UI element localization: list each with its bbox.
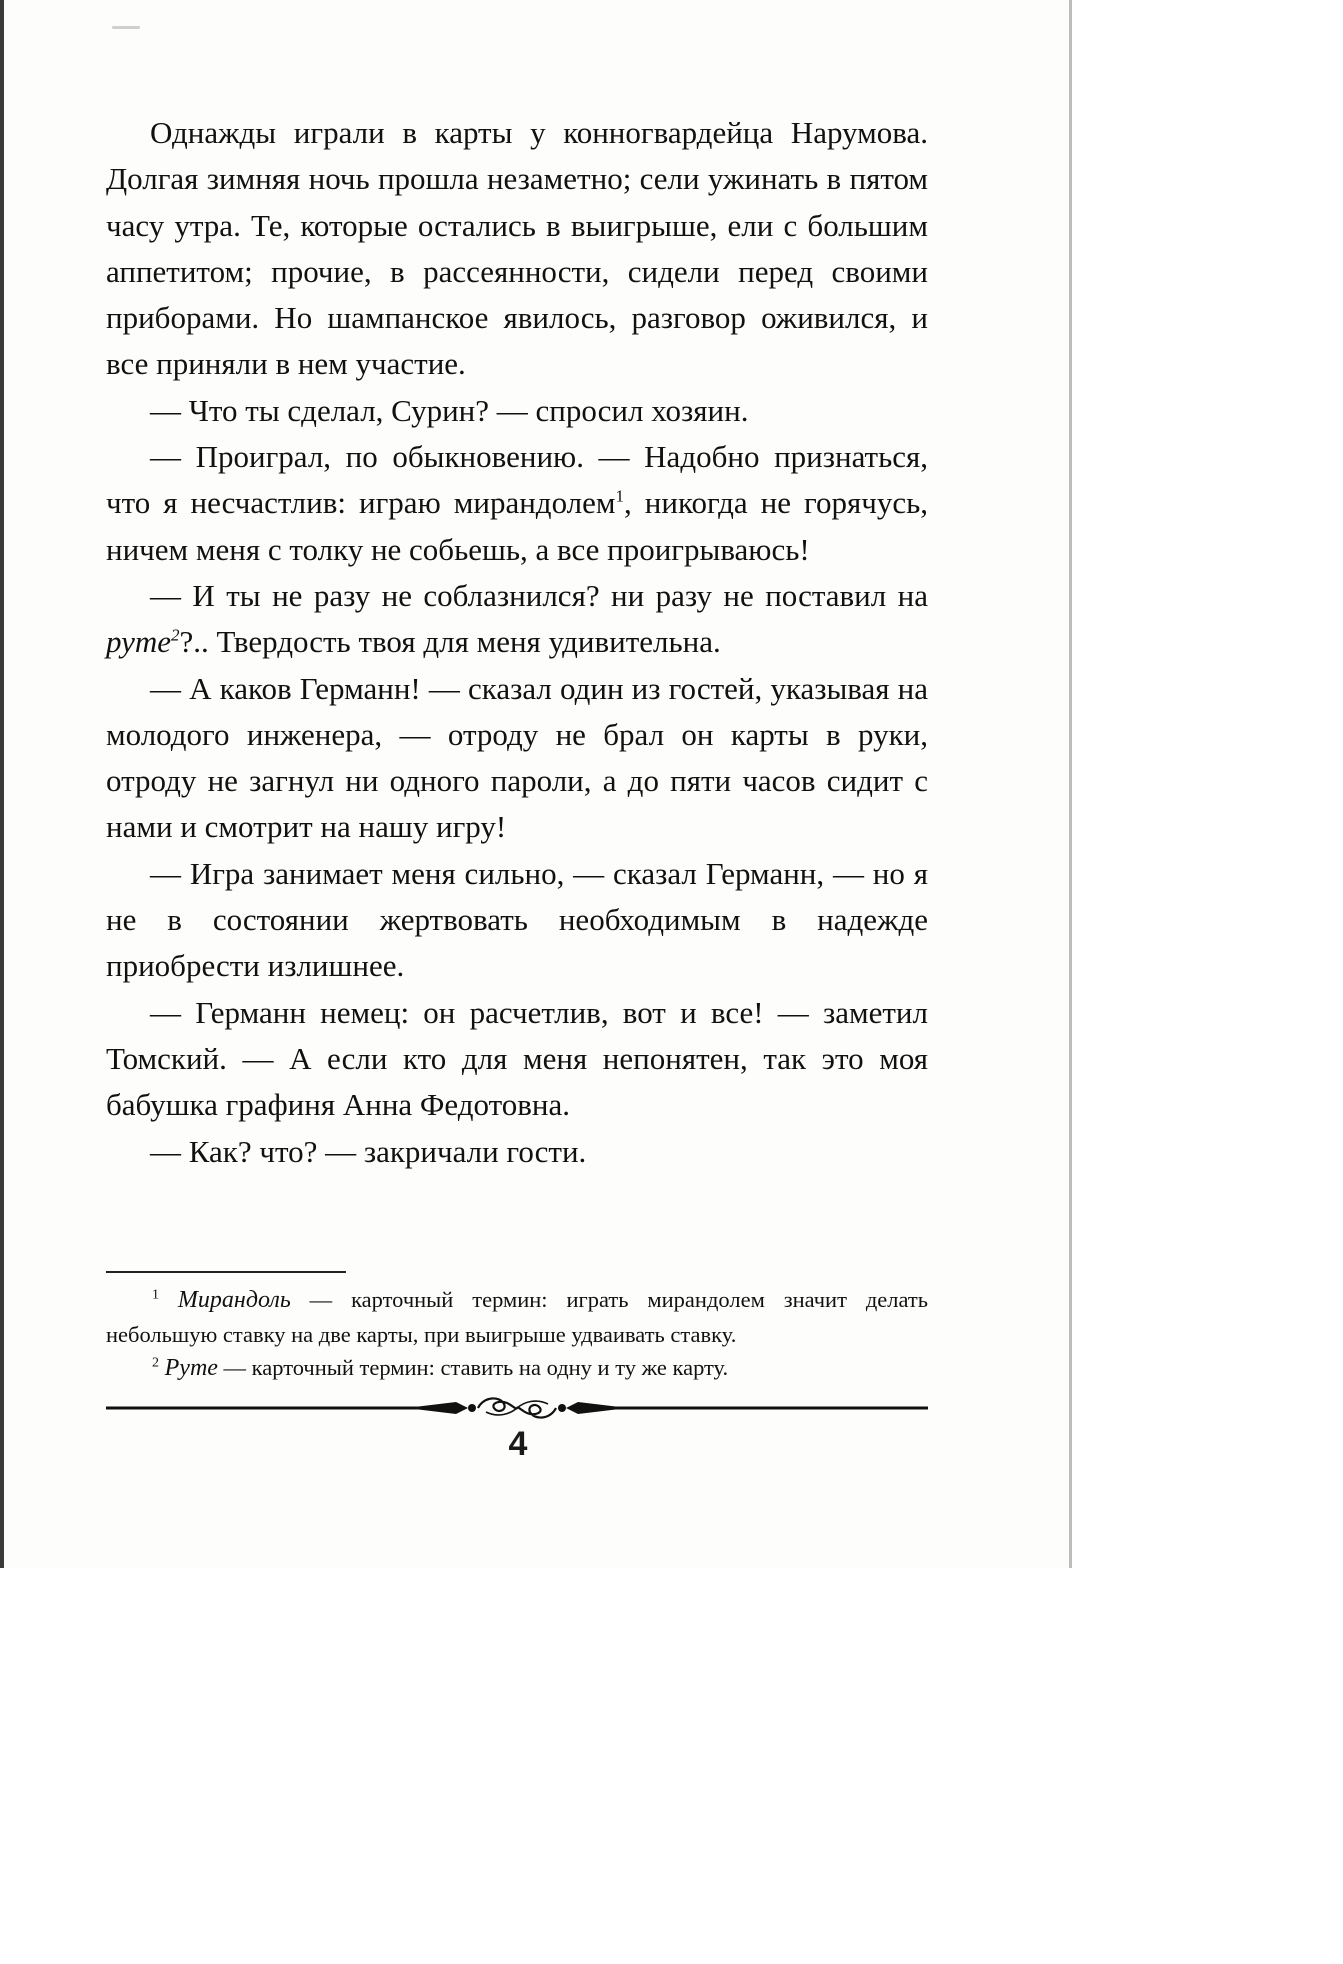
paragraph-3 bbox=[106, 434, 928, 573]
paragraph-4-text-b: ?.. Твердость твоя для меня удивительна. bbox=[179, 624, 721, 660]
footnote-ref-2: 2 bbox=[171, 625, 180, 645]
footnote-2-marker: 2 bbox=[152, 1355, 159, 1371]
scan-edge-left bbox=[0, 0, 4, 1568]
footnote-2 bbox=[106, 1351, 928, 1386]
scan-speck bbox=[112, 26, 140, 29]
paragraph-8 bbox=[106, 1129, 928, 1175]
main-text bbox=[106, 110, 928, 1175]
paragraph-3-text-a: — Проиграл, по обыкновению. — Надобно признаться, что я несчастлив: играю мирандолем bbox=[106, 439, 928, 521]
paragraph-5-text: — А каков Германн! — сказал один из гостей, указывая на молодого инженера, — отроду не брал он карты в руки, отроду не загнул ни одного пароли, а до пяти часов сидит с нами и смотрит на нашу игру! bbox=[106, 670, 928, 845]
footnote-separator bbox=[106, 1271, 346, 1273]
paragraph-1-text: Однажды играли в карты у конногвардейца Нарумова. Долгая зимняя ночь прошла незаметно; сели ужинать в пятом часу утра. Те, которые остались в выигрыше, ели с большим аппетитом; прочие, в рассеянности, сидели перед своими приборами. Но шампанское явилось, разговор оживился, и все приняли в нем участие. bbox=[106, 115, 928, 382]
page-number: 4 bbox=[508, 1425, 528, 1463]
paragraph-5 bbox=[106, 666, 928, 851]
paragraph-2 bbox=[106, 388, 928, 434]
paragraph-4 bbox=[106, 573, 928, 666]
scan-edge-right bbox=[1069, 0, 1072, 1568]
paragraph-7-text: — Германн немец: он расчетлив, вот и все! — заметил Томский. — А если кто для меня непонятен, так это моя бабушка графиня Анна Федотовна. bbox=[106, 994, 928, 1123]
footnote-2-text: — карточный термин: ставить на одну и ту же карту. bbox=[217, 1355, 729, 1380]
paragraph-6 bbox=[106, 851, 928, 990]
paragraph-3-text-b: , никогда не горячусь, ничем меня с толку не собьешь, а все проигрываюсь! bbox=[106, 485, 928, 567]
footnote-1 bbox=[106, 1283, 928, 1351]
paragraph-1 bbox=[106, 110, 928, 388]
paragraph-4-text-a: — И ты не разу не соблазнился? ни разу не поставил на bbox=[150, 577, 928, 613]
paragraph-6-text: — Игра занимает меня сильно, — сказал Германн, — но я не в состоянии жертвовать необходимым в надежде приобрести излишнее. bbox=[106, 855, 928, 984]
footnotes bbox=[106, 1283, 928, 1386]
footnote-2-term: Руте bbox=[164, 1355, 218, 1381]
paragraph-8-text: — Как? что? — закричали гости. bbox=[150, 1133, 587, 1169]
paragraph-2-text: — Что ты сделал, Сурин? — спросил хозяин. bbox=[150, 392, 749, 428]
paragraph-4-italic-term: руте bbox=[106, 624, 171, 660]
footnote-ref-1: 1 bbox=[615, 487, 625, 507]
footnote-1-term: Мирандоль bbox=[177, 1287, 291, 1313]
paragraph-7 bbox=[106, 990, 928, 1129]
footnote-1-text: — карточный термин: играть мирандолем значит делать небольшую ставку на две карты, при выигрыше удваивать ставку. bbox=[106, 1287, 929, 1347]
footnote-1-marker: 1 bbox=[152, 1287, 159, 1303]
